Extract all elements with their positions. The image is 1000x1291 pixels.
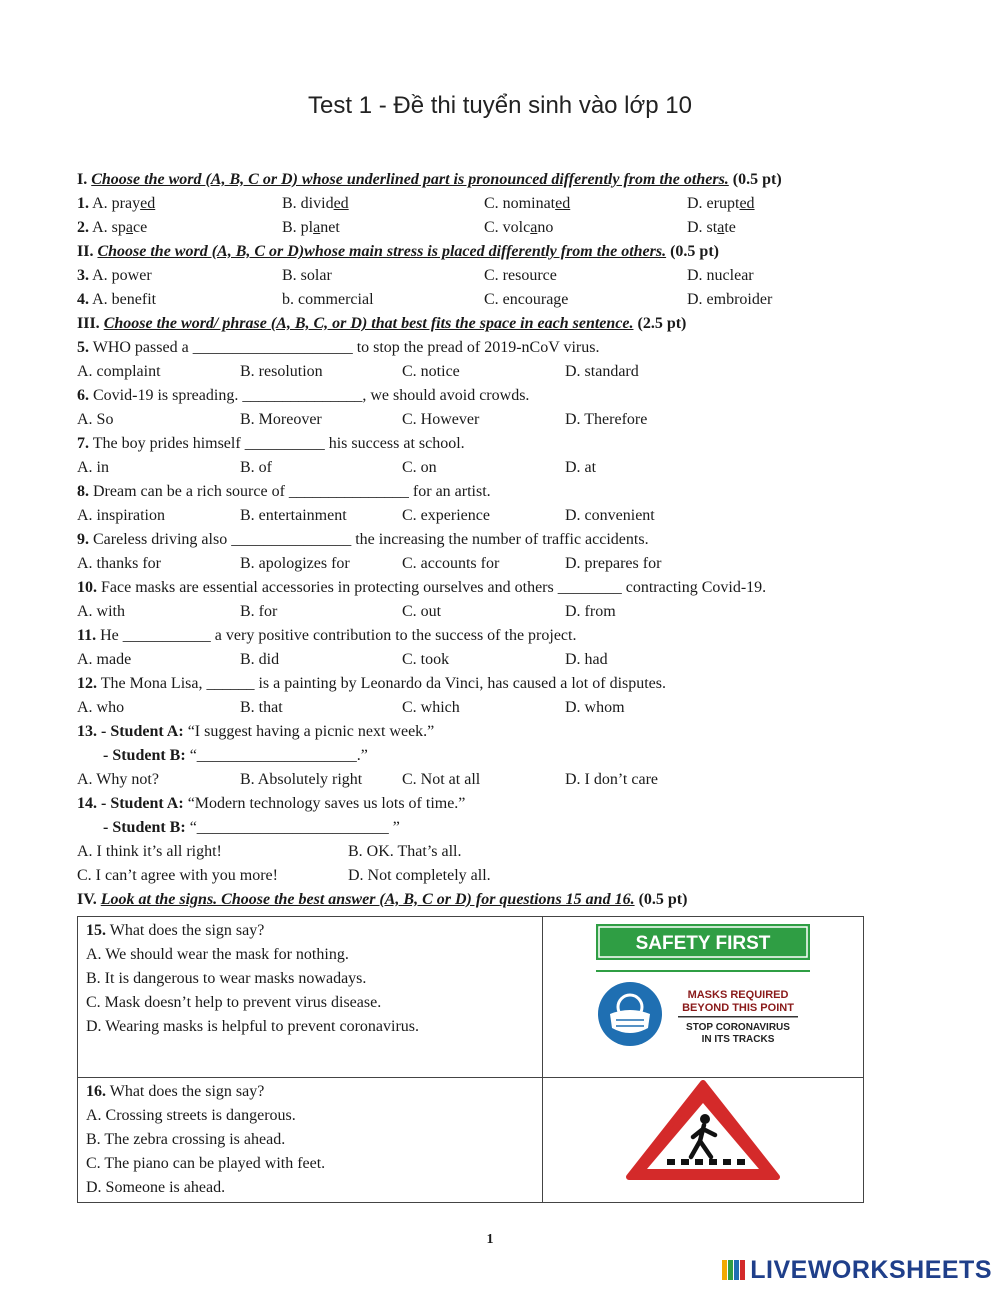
answer-blank[interactable]: “____________________.” (185, 747, 368, 764)
question-6-stem: 6. Covid-19 is spreading. _______________, we should avoid crowds. (77, 387, 530, 404)
sign-header-text: SAFETY FIRST (635, 933, 771, 954)
section-points: (2.5 pt) (637, 315, 687, 332)
option-b[interactable]: B. It is dangerous to wear masks nowadays. (86, 970, 367, 987)
option-c[interactable]: C. Mask doesn’t help to prevent virus disease. (86, 994, 382, 1011)
option-a[interactable]: A. So (77, 411, 114, 428)
option-d[interactable]: D. from (565, 603, 616, 620)
option-c[interactable]: C. took (402, 651, 450, 668)
sign-text-line: STOP CORONAVIRUS (686, 1022, 790, 1033)
option-d[interactable]: D. erupted (687, 195, 755, 212)
liveworksheets-logo[interactable] (722, 1253, 992, 1287)
option-a[interactable]: 4. A. benefit (77, 291, 157, 308)
question-14-line-b: - Student B: “________________________ ” (103, 819, 400, 836)
question-7-stem: 7. The boy prides himself __________ his success at school. (77, 435, 465, 452)
option-b[interactable]: B. resolution (240, 363, 323, 380)
section-points: (0.5 pt) (732, 171, 782, 188)
section-number: II. (77, 243, 94, 260)
section-number: IV. (77, 891, 97, 908)
question-14-options-row1 (77, 840, 877, 864)
option-d[interactable]: D. Wearing masks is helpful to prevent coronavirus. (86, 1018, 420, 1035)
section-3-heading (77, 312, 877, 336)
option-b[interactable]: B. of (240, 459, 272, 476)
section-number: III. (77, 315, 100, 332)
option-c[interactable]: C. encourage (484, 291, 569, 308)
answer-blank[interactable]: __________ (244, 435, 325, 452)
option-d[interactable]: D. had (565, 651, 608, 668)
answer-blank[interactable]: _______________ (231, 531, 352, 548)
option-c[interactable]: C. which (402, 699, 460, 716)
option-c[interactable]: C. notice (402, 363, 460, 380)
option-b[interactable]: B. for (240, 603, 278, 620)
option-d[interactable]: D. Someone is ahead. (86, 1179, 226, 1196)
question-8-stem: 8. Dream can be a rich source of _______________ for an artist. (77, 483, 491, 500)
option-b[interactable]: B. apologizes for (240, 555, 350, 572)
answer-blank[interactable]: ___________ (122, 627, 211, 644)
question-10-stem: 10. Face masks are essential accessories in protecting ourselves and others ________ contracting Covid-19. (77, 579, 767, 596)
question-1 (77, 192, 877, 216)
option-a[interactable]: A. with (77, 603, 125, 620)
answer-blank[interactable]: ____________________ (192, 339, 353, 356)
question-11-options (77, 648, 877, 672)
liveworksheets-icon (722, 1258, 746, 1282)
option-d[interactable]: D. standard (565, 363, 639, 380)
question-14-options-row2 (77, 864, 877, 888)
option-c[interactable]: C. resource (484, 267, 557, 284)
option-b[interactable]: B. divided (282, 195, 349, 212)
question-13-line-a: 13. - Student A: “I suggest having a picnic next week.” (77, 723, 435, 740)
question-7-options (77, 456, 877, 480)
question-15-cell (78, 917, 543, 1078)
option-a[interactable]: A. I think it’s all right! (77, 843, 222, 860)
option-d[interactable]: D. Not completely all. (348, 867, 491, 884)
section-instruction: Choose the word/ phrase (A, B, C, or D) that best fits the space in each sentence. (103, 315, 634, 332)
question-10-options (77, 600, 877, 624)
option-b[interactable]: B. Absolutely right (240, 771, 363, 788)
section-points: (0.5 pt) (670, 243, 719, 260)
option-c[interactable]: C. nominated (484, 195, 571, 212)
option-b[interactable]: b. commercial (282, 291, 374, 308)
option-a[interactable]: 3. A. power (77, 267, 152, 284)
option-a[interactable]: A. Crossing streets is dangerous. (86, 1107, 296, 1124)
question-11-stem: 11. He ___________ a very positive contribution to the success of the project. (77, 627, 577, 644)
option-d[interactable]: D. nuclear (687, 267, 754, 284)
option-c[interactable]: C. experience (402, 507, 490, 524)
option-b[interactable]: B. did (240, 651, 280, 668)
question-13-options (77, 768, 877, 792)
page-title: Test 1 - Đề thi tuyển sinh vào lớp 10 (308, 92, 692, 119)
safety-first-sign (588, 918, 818, 1068)
option-b[interactable]: B. Moreover (240, 411, 322, 428)
safety-sign-cell (543, 917, 864, 1078)
section-1-heading (77, 168, 877, 192)
section-instruction: Look at the signs. Choose the best answer (A, B, C or D) for questions 15 and 16. (100, 891, 635, 908)
question-5-options (77, 360, 877, 384)
question-14-line-a: 14. - Student A: “Modern technology saves us lots of time.” (77, 795, 466, 812)
option-a[interactable]: A. We should wear the mask for nothing. (86, 946, 349, 963)
section-2-heading (77, 240, 877, 264)
question-12-stem: 12. The Mona Lisa, ______ is a painting by Leonardo da Vinci, has caused a lot of disputes. (77, 675, 667, 692)
section-instruction: Choose the word (A, B, C or D) whose underlined part is pronounced differently from the others. (91, 171, 729, 188)
signs-table (77, 916, 864, 1203)
option-c[interactable]: C. Not at all (402, 771, 481, 788)
question-12-options (77, 696, 877, 720)
option-a[interactable]: A. who (77, 699, 125, 716)
option-d[interactable]: D. at (565, 459, 597, 476)
section-4-heading (77, 888, 877, 912)
option-d[interactable]: D. convenient (565, 507, 655, 524)
answer-blank[interactable]: _______________ (288, 483, 409, 500)
question-5-stem: 5. WHO passed a ____________________ to stop the pread of 2019-nCoV virus. (77, 339, 600, 356)
option-a[interactable]: A. thanks for (77, 555, 161, 572)
pedestrian-icon (700, 1114, 710, 1124)
option-b[interactable]: B. entertainment (240, 507, 347, 524)
option-a[interactable]: 2. A. space (77, 219, 148, 236)
section-number: I. (77, 171, 88, 188)
answer-blank[interactable]: ________ (557, 579, 622, 596)
option-a[interactable]: A. Why not? (77, 771, 159, 788)
section-instruction: Choose the word (A, B, C or D)whose main stress is placed differently from the others. (97, 243, 667, 260)
section-points: (0.5 pt) (638, 891, 688, 908)
option-c[interactable]: C. accounts for (402, 555, 500, 572)
option-b[interactable]: B. OK. That’s all. (348, 843, 462, 860)
option-c[interactable]: C. The piano can be played with feet. (86, 1155, 326, 1172)
option-d[interactable]: D. whom (565, 699, 625, 716)
question-15-stem: 15. What does the sign say? (86, 922, 265, 939)
option-d[interactable]: D. I don’t care (565, 771, 658, 788)
sign-text-line: MASKS REQUIRED (687, 989, 789, 1001)
pedestrian-crossing-sign (623, 1079, 783, 1183)
sign-text-line: BEYOND THIS POINT (682, 1002, 794, 1014)
question-16-cell (78, 1078, 543, 1203)
option-d[interactable]: D. embroider (687, 291, 773, 308)
option-b[interactable]: B. that (240, 699, 283, 716)
answer-blank[interactable]: ______ (206, 675, 255, 692)
sign-question-row (78, 1078, 864, 1203)
question-3 (77, 264, 877, 288)
option-c[interactable]: C. However (402, 411, 480, 428)
option-c[interactable]: C. I can’t agree with you more! (77, 867, 278, 884)
question-9-stem: 9. Careless driving also _______________ the increasing the number of traffic accidents. (77, 531, 649, 548)
answer-blank[interactable]: _______________ (242, 387, 363, 404)
question-9-options (77, 552, 877, 576)
option-b[interactable]: B. planet (282, 219, 340, 236)
sign-text-line: IN ITS TRACKS (701, 1034, 775, 1045)
option-c[interactable]: C. out (402, 603, 442, 620)
question-13-line-b: - Student B: “____________________.” (103, 747, 368, 764)
option-a[interactable]: A. inspiration (77, 507, 165, 524)
question-4 (77, 288, 877, 312)
option-c[interactable]: C. on (402, 459, 437, 476)
option-a[interactable]: A. made (77, 651, 132, 668)
pedestrian-sign-cell (543, 1078, 864, 1203)
question-8-options (77, 504, 877, 528)
answer-blank[interactable]: “________________________ ” (185, 819, 400, 836)
option-b[interactable]: B. solar (282, 267, 332, 284)
option-a[interactable]: A. complaint (77, 363, 161, 380)
option-d[interactable]: D. prepares for (565, 555, 662, 572)
question-2 (77, 216, 877, 240)
brand-name: LIVEWORKSHEETS (750, 1255, 992, 1284)
question-16-stem: 16. What does the sign say? (86, 1083, 265, 1100)
option-b[interactable]: B. The zebra crossing is ahead. (86, 1131, 286, 1148)
option-c[interactable]: C. volcano (484, 219, 554, 236)
sign-question-row (78, 917, 864, 1078)
worksheet-content (77, 168, 877, 912)
option-d[interactable]: D. state (687, 219, 736, 236)
question-6-options (77, 408, 877, 432)
option-a[interactable]: 1. A. prayed (77, 195, 156, 212)
option-a[interactable]: A. in (77, 459, 109, 476)
page-number: 1 (486, 1232, 494, 1247)
option-d[interactable]: D. Therefore (565, 411, 648, 428)
